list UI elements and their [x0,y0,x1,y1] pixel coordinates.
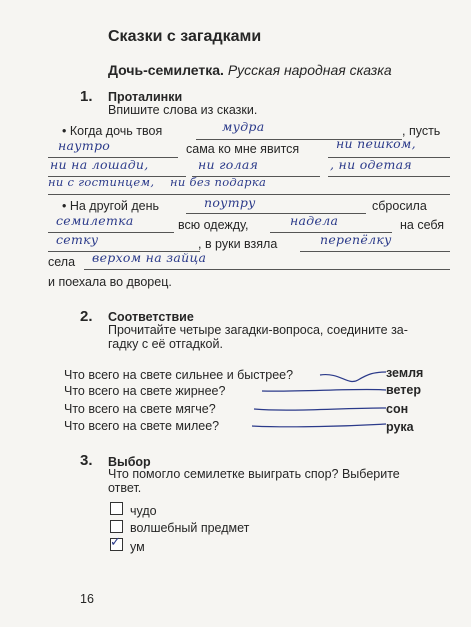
answer-a7[interactable]: ни с гостинцем, [48,175,155,189]
p2-start: • На другой день [62,199,160,213]
option-checkbox-1[interactable] [110,502,123,515]
match-line-3 [254,408,386,410]
story-subtitle: Русская народная сказка [227,62,392,78]
match-line-4 [252,424,386,427]
p2-after-5: села [48,255,76,269]
page-number: 16 [80,592,94,606]
answer-a3[interactable]: ни пешком, [336,136,416,151]
option-label-2: волшебный предмет [130,521,250,535]
answer-b4[interactable]: сетку [56,232,99,247]
answer-b2[interactable]: семилетка [56,213,134,228]
answer-a2[interactable]: наутро [58,138,111,153]
riddle-3: Что всего на свете мягче? [64,402,216,416]
riddle-1: Что всего на свете сильнее и быстрее? [64,368,294,382]
answer-a6[interactable]: , ни одетая [330,157,412,172]
answer-a1[interactable]: мудра [222,119,265,134]
riddle-2: Что всего на свете жирнее? [64,384,226,398]
option-checkbox-2[interactable] [110,520,123,533]
option-label-3: ум [130,540,145,554]
answer-4: рука [386,420,414,434]
answer-1: земля [386,366,424,380]
option-label-1: чудо [130,504,157,518]
match-line-1 [320,372,386,382]
task2-number: 2. [80,308,93,325]
task1-number: 1. [80,88,93,105]
riddle-4: Что всего на свете милее? [64,419,220,433]
task1-instruction: Впишите слова из сказки. [108,103,258,117]
task3-number: 3. [80,452,93,469]
story-name: Дочь-семилетка. [108,62,224,78]
task2-instruction-1: Прочитайте четыре загадки-вопроса, соедините за- [108,323,408,337]
p2-after-3: на себя [400,218,445,232]
p2-after-2: всю одежду, [178,218,249,232]
match-line-2 [262,389,386,391]
answer-a4[interactable]: ни на лошади, [50,157,149,172]
p1-after-2: сама ко мне явится [186,142,300,156]
answer-b3[interactable]: надела [290,213,339,228]
task2-heading: Соответствие [108,310,194,324]
task3-heading: Выбор [108,455,151,469]
p2-after-4: , в руки взяла [198,237,278,251]
task1-heading: Проталинки [108,90,183,104]
answer-2: ветер [386,383,422,397]
answer-b1[interactable]: поутру [204,195,256,210]
answer-a5[interactable]: ни голая [198,157,259,172]
p1-after-1: , пусть [402,124,441,138]
page-title: Сказки с загадками [108,28,262,45]
task3-instruction-2: ответ. [108,481,142,495]
task3-instruction-1: Что помогло семилетке выиграть спор? Выберите [108,467,400,481]
answer-b6[interactable]: верхом на зайца [92,250,207,265]
check-mark-icon: ✓ [110,535,121,550]
answer-3: сон [386,402,409,416]
p2-after-1: сбросила [372,199,427,213]
answer-a8[interactable]: ни без подарка [170,175,267,189]
answer-b5[interactable]: перепёлку [320,232,392,247]
task2-instruction-2: гадку с её отгадкой. [108,337,223,351]
p1-start: • Когда дочь твоя [62,124,163,138]
p2-end: и поехала во дворец. [48,275,172,289]
